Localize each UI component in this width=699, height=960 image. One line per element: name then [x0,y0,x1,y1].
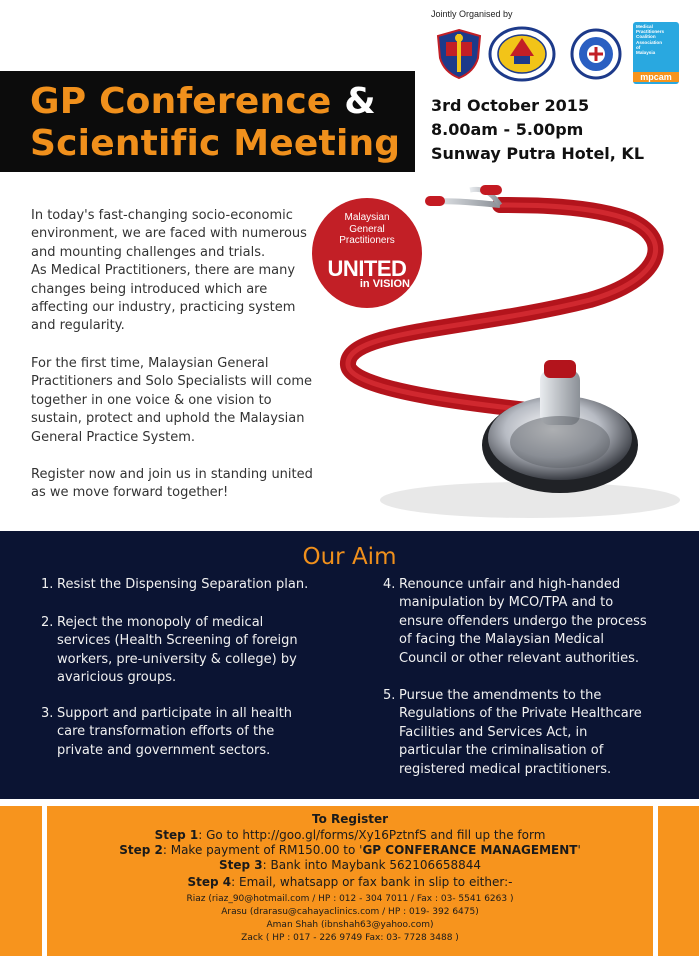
mpcam-logo-line: Medical [636,24,653,29]
aim-item-4 [383,576,689,668]
intro-paragraph-3 [31,466,321,503]
aim-number: 2. [41,615,54,630]
title-gp-conference: GP Conference [30,81,332,122]
intro-line: and regularity. [31,318,125,334]
intro-line: Register now and join us in standing united [31,467,313,482]
mpcam-logo-line: Malaysia [636,50,656,56]
intro-line: environment, we are faced with numerous [31,226,307,242]
aim-line: Renounce unfair and high-handed [399,577,621,592]
united-in-vision-badge [312,198,422,308]
step-text: : Make payment of RM150.00 to ' [162,843,363,857]
register-step-1 [47,828,653,842]
badge-united: UNITED [327,256,407,281]
mpcam-logo-line: Association [636,39,663,45]
register-title: To Register [311,812,389,826]
register-step-3 [47,858,653,872]
aim-line: avaricious groups. [57,670,177,686]
organiser-logo-seal [488,26,556,82]
aim-line: Regulations of the Private Healthcare [399,706,642,722]
aim-text [57,576,357,594]
event-venue: Sunway Putra Hotel, KL [431,144,645,163]
intro-line: In today's fast-changing socio-economic [31,208,293,223]
aim-item-2 [41,614,357,688]
aim-number: 1. [41,577,54,592]
aim-line: workers, pre-university & college) by [57,651,297,667]
event-time: 8.00am - 5.00pm [431,120,584,139]
aim-number: 3. [41,706,54,721]
contact-arasu: Arasu (drarasu@cahayaclinics.com / HP : 019- 392 6475) [221,907,479,917]
organiser-logo-crest [434,28,484,80]
aim-number: 4. [383,577,396,592]
step-label: Step 3 [218,858,263,872]
badge-line-2: General [349,223,385,235]
aim-line: particular the criminalisation of [399,743,604,759]
mpcam-logo-line: Practitioners [636,29,665,35]
step-text: : Go to http://goo.gl/forms/Xy16PztnfS and fill up the form [198,828,546,842]
title-banner [0,71,415,172]
intro-line: General Practice System. [31,429,196,445]
step-label: Step 4 [187,875,232,889]
aim-line: Facilities and Services Act, in [399,724,588,740]
intro-paragraph-2 [31,355,321,447]
title-line-1 [30,81,376,122]
aim-text [57,614,357,688]
contact-aman-shah: Aman Shah (ibnshah63@yahoo.com) [266,920,434,930]
register-step-4 [47,875,653,889]
aim-line: manipulation by MCO/TPA and to [399,595,614,611]
mpcam-label: mpcam [633,72,679,82]
event-date: 3rd October 2015 [431,96,590,115]
aim-line: Council or other relevant authorities. [399,650,640,666]
register-step-2 [47,843,653,857]
organiser-logos [430,22,699,88]
aim-text [399,576,689,668]
organised-by-label: Jointly Organised by [431,9,513,19]
aim-line: ensure offenders undergo the process [399,613,647,629]
aim-line: private and government sectors. [57,742,271,758]
intro-line: as we move forward together! [31,485,229,501]
intro-line: affecting our industry, practicing system [31,300,296,316]
our-aim-title: Our Aim [302,544,397,570]
badge-vision: in VISION [359,278,410,290]
contact-zack: Zack ( HP : 017 - 226 9749 Fax: 03- 7728 3488 ) [241,933,459,943]
aim-line: Reject the monopoly of medical [57,615,264,630]
step-text-end: ' [577,843,581,857]
aim-item-5 [383,687,689,779]
aim-item-1 [41,576,357,594]
aim-line: care transformation efforts of the [57,724,275,740]
aim-line: Support and participate in all health [57,706,293,721]
register-box [47,806,653,956]
aim-item-3 [41,705,357,760]
intro-line: Practitioners and Solo Specialists will come [31,374,313,390]
aim-line: services (Health Screening of foreign [57,633,298,649]
badge-line-3: Practitioners [339,235,395,246]
intro-line: sustain, protect and uphold the Malaysian [31,411,305,427]
badge-line-1: Malaysian [344,212,390,223]
intro-line: and mounting challenges and trials. [31,244,266,260]
badge-caption [312,212,422,247]
intro-line: changes being introduced which are [31,281,268,297]
title-ampersand: & [344,81,376,122]
intro-paragraph-1 [31,207,321,336]
aim-line: registered medical practitioners. [399,761,612,777]
intro-line: For the first time, Malaysian General [31,356,269,371]
organiser-logo-circle [570,28,622,80]
aim-text [399,687,689,779]
aim-line: of facing the Malaysian Medical [399,632,605,648]
intro-line: As Medical Practitioners, there are many [31,263,296,279]
organiser-logo-mpcam [633,22,679,84]
step-text: : Email, whatsapp or fax bank in slip to either:- [231,875,513,889]
step-label: Step 1 [154,828,199,842]
mpcam-logo-line: Coalition [636,34,656,40]
aim-text [57,705,357,760]
step-text: : Bank into Maybank 562106658844 [262,858,482,872]
register-side-left [0,806,42,956]
aim-line: Pursue the amendments to the [399,688,602,703]
register-side-right [658,806,699,956]
intro-line: together in one voice & one vision to [31,392,272,408]
mpcam-logo-line: of [636,44,641,50]
payee-name: GP CONFERANCE MANAGEMENT [362,843,578,857]
title-line-2: Scientific Meeting [30,123,401,164]
step-label: Step 2 [119,843,163,857]
aim-line: Resist the Dispensing Separation plan. [57,577,309,592]
aim-number: 5. [383,688,396,703]
contact-riaz: Riaz (riaz_90@hotmail.com / HP : 012 - 304 7011 / Fax : 03- 5541 6263 ) [186,894,514,904]
